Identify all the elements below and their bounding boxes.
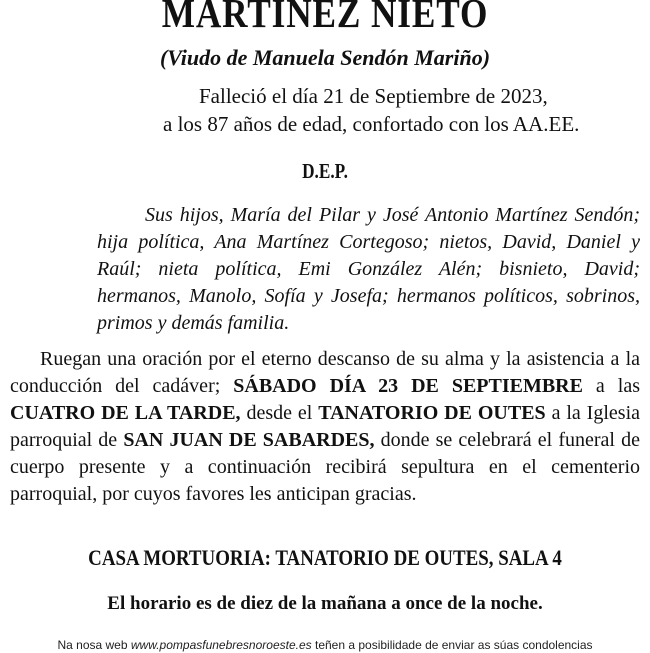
dep-heading: D.E.P. [302,159,348,183]
opening-hours-line: El horario es de diez de la mañana a once de la noche. [107,593,543,614]
request-paragraph [10,346,640,508]
death-date-line: Falleció el día 21 de Septiembre de 2023, [199,84,548,108]
funeral-home: TANATORIO DE OUTES [318,402,546,424]
request-text: donde se celebrará el funeral de cuerpo presente y a continuación recibirá sepultura en el cementerio parroquial, por cuyos favores les anticipan gracias. [10,429,640,505]
request-text: Ruegan una oración por el eterno descanso de su alma y la asistencia a la conducción del cadáver; [10,348,640,397]
request-text: desde el [240,402,319,424]
website-link[interactable]: www.pompasfunebresnoroeste.es [130,638,312,652]
request-text: a las [582,375,640,397]
family-paragraph: Sus hijos, María del Pilar y José Antonio Martínez Sendón; hija política, Ana Martínez Cortegoso; nietos, David, Daniel y Raúl; nieta política, Emi González Alén; bisnieto, David; hermanos, Manolo, Sofía y Josefa; hermanos políticos, sobrinos, primos y demás familia. [97,204,640,334]
funeral-date: SÁBADO DÍA 23 DE SEPTIEMBRE [233,375,583,397]
web-condolences-line [0,637,650,653]
age-line: a los 87 años de edad, confortado con los AA.EE. [163,112,580,136]
funeral-time: CUATRO DE LA TARDE, [10,402,241,424]
web-prefix: Na nosa web [57,638,131,652]
church-name: SAN JUAN DE SABARDES, [123,429,375,451]
request-text: a la Iglesia parroquial de [10,402,640,451]
web-suffix: teñen a posibilidade de enviar as súas condolencias [311,638,593,652]
funeral-house-line: CASA MORTUORIA: TANATORIO DE OUTES, SALA 4 [88,545,562,570]
deceased-surname: MARTINEZ NIETO [161,0,489,36]
widower-line: (Viudo de Manuela Sendón Mariño) [159,45,491,70]
